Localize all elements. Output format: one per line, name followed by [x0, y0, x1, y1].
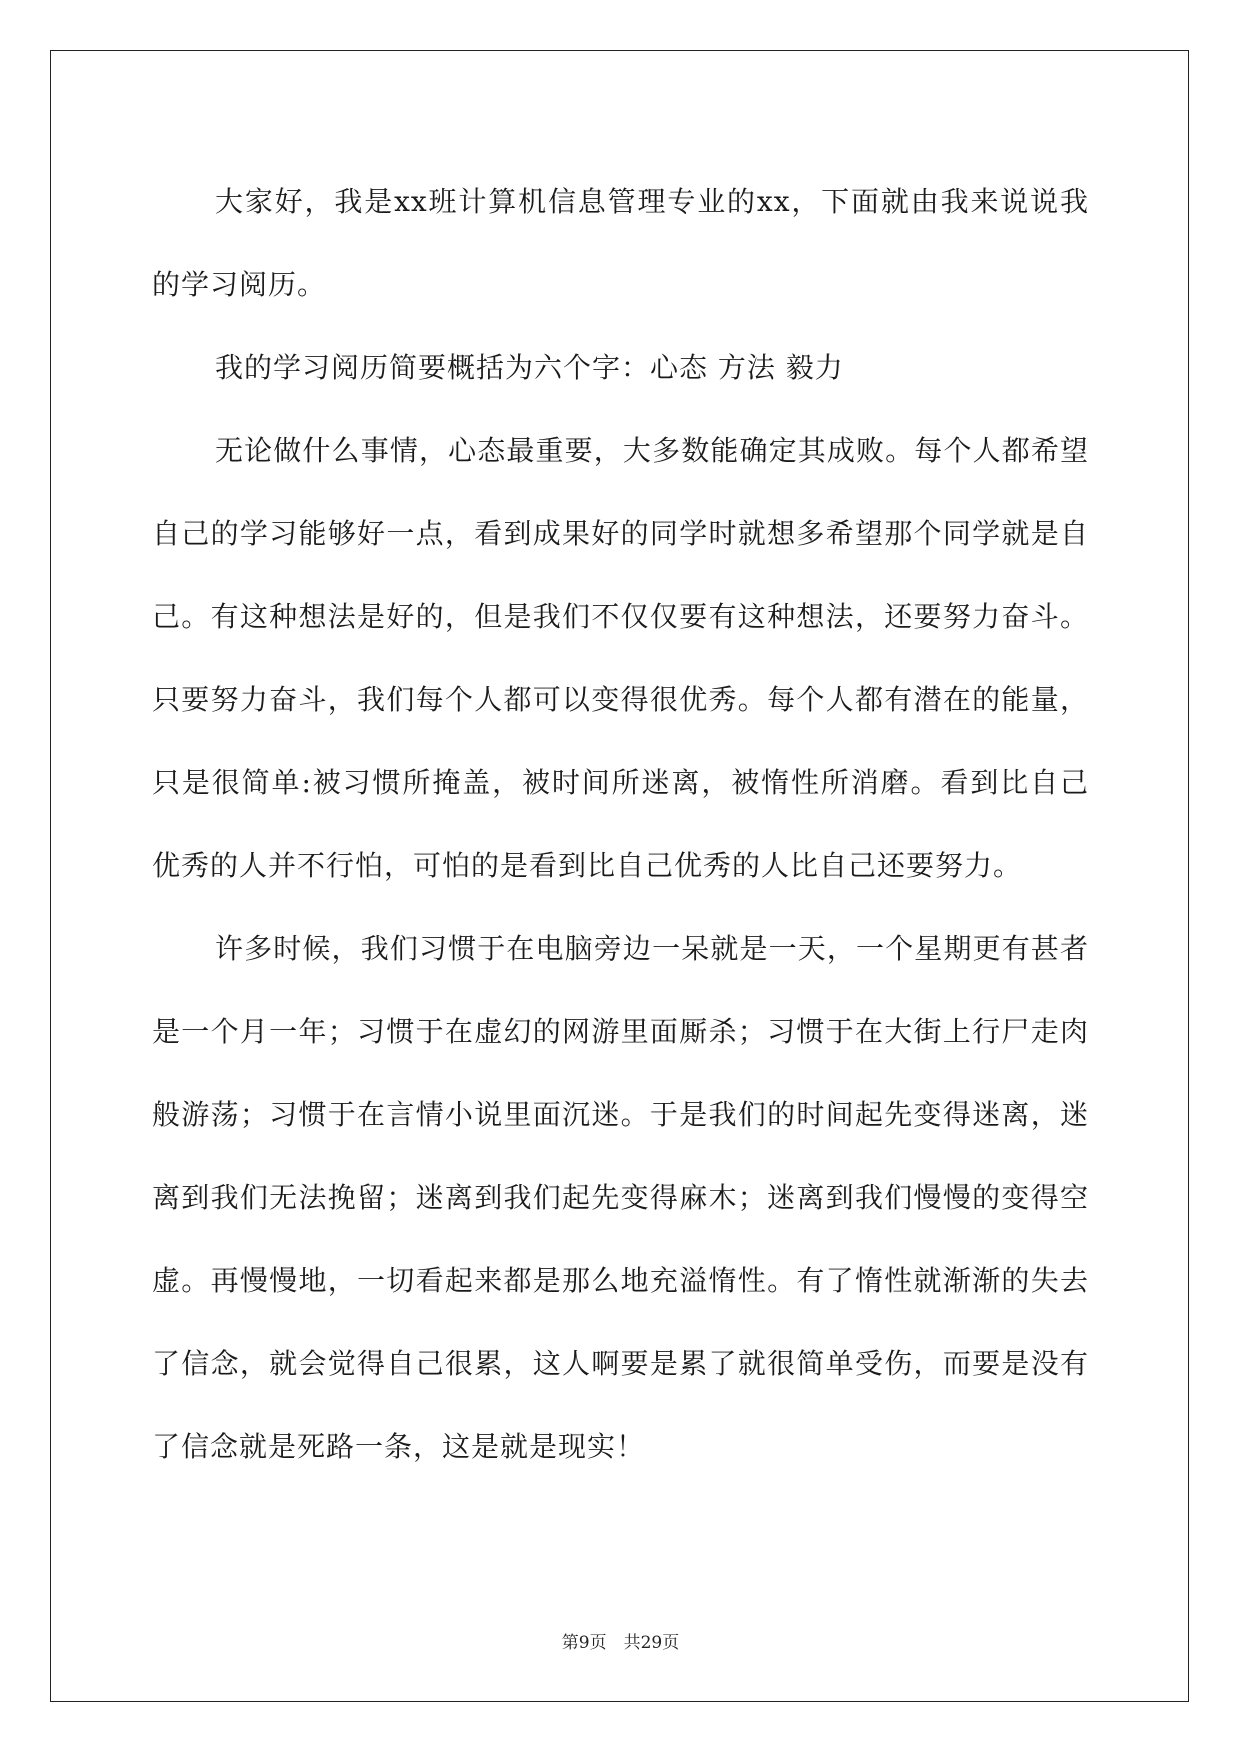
paragraph: 许多时候，我们习惯于在电脑旁边一呆就是一天，一个星期更有甚者是一个月一年；习惯于在虚幻的网游里面厮杀；习惯于在大街上行尸走肉般游荡；习惯于在言情小说里面沉迷。于是我们的时间起先变得迷离，迷离到我们无法挽留；迷离到我们起先变得麻木；迷离到我们慢慢的变得空虚。再慢慢地，一切看起来都是那么地充溢惰性。有了惰性就渐渐的失去了信念，就会觉得自己很累，这人啊要是累了就很简单受伤，而要是没有了信念就是死路一条，这是就是现实！ [152, 932, 1089, 1463]
paragraph: 无论做什么事情，心态最重要，大多数能确定其成败。每个人都希望自己的学习能够好一点，看到成果好的同学时就想多希望那个同学就是自己。有这种想法是好的，但是我们不仅仅要有这种想法，还要努力奋斗。只要努力奋斗，我们每个人都可以变得很优秀。每个人都有潜在的能量，只是很简单:被习惯所掩盖，被时间所迷离，被惰性所消磨。看到比自己优秀的人并不行怕，可怕的是看到比自己优秀的人比自己还要努力。 [152, 434, 1089, 882]
page-footer [0, 1628, 1241, 1653]
paragraph: 大家好，我是xx班计算机信息管理专业的xx，下面就由我来说说我的学习阅历。 [152, 185, 1089, 301]
page-number: 第9页 共29页 [561, 1633, 680, 1653]
paragraph: 我的学习阅历简要概括为六个字：心态 方法 毅力 [215, 351, 844, 384]
document-body [152, 160, 1089, 1488]
